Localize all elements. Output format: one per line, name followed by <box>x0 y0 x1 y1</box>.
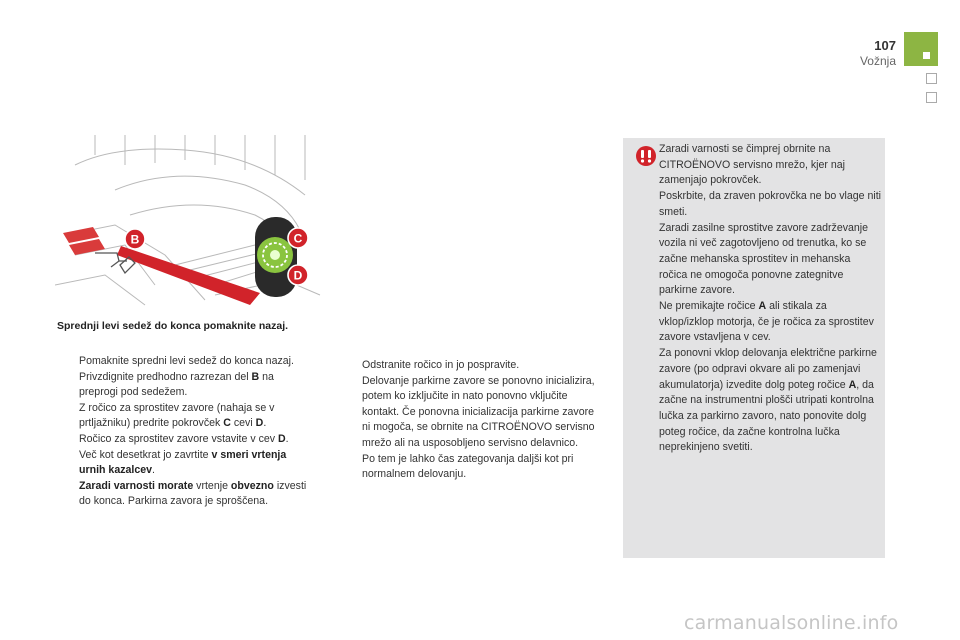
body-text: Po tem je lahko čas zategovanja daljši kot pri normalnem delovanju. <box>362 452 574 481</box>
svg-text:C: C <box>293 231 303 246</box>
body-text: Več kot desetkrat jo zavrtite <box>79 448 212 461</box>
list-item <box>340 358 602 374</box>
body-text: Ne premikajte ročice <box>659 300 759 313</box>
emphasis-text: v smeri vrtenja urnih kazalcev <box>79 448 287 477</box>
list-item <box>340 374 602 452</box>
body-text: Delovanje parkirne zavore se ponovno inicializira, potem ko izključite in nato ponovno vključite kontakt. Če ponovna inicializacija parkirne zavore ni mogoča, se obrnite na CITROËNOVO servisno mrežo ali na usposobljeno servisno delavnico. <box>362 374 595 449</box>
list-item <box>57 354 315 370</box>
emphasis-text: Zaradi varnosti morate <box>79 479 194 492</box>
list-item <box>57 401 315 432</box>
instruction-list-2 <box>340 358 602 483</box>
label-c <box>288 228 308 248</box>
svg-text:B: B <box>130 232 140 247</box>
section-title: Vožnja <box>859 54 896 68</box>
emphasis-text: B <box>251 370 260 383</box>
body-text: Poskrbite, da zraven pokrovčka ne bo vlage niti smeti. <box>659 190 882 218</box>
emphasis-text: C <box>223 417 231 430</box>
body-text: Zaradi zasilne sprostitve zavore zadrževanje vozila ni več zagotovljeno od trenutka, ko se začne mehanska sprostitev in mehanska ročica ne omogoča ponovne zategnitve parkirne zavore. <box>659 221 869 297</box>
body-text: Za ponovni vklop delovanja električne parkirne zavore (po odpravi okvare ali po zamenjavi akumulatorja) izvedite dolg poteg ročice <box>659 347 877 391</box>
body-text: vrtenje <box>193 479 231 492</box>
body-text: izvesti do konca. Parkirna zavora je sproščena. <box>79 479 307 508</box>
emphasis-text: obvezno <box>230 479 274 492</box>
section-tab-active[interactable] <box>904 32 938 66</box>
body-text: Z ročico za sprostitev zavore (nahaja se v prtljažniku) predrite pokrovček <box>79 401 275 430</box>
emphasis-text: D <box>255 417 264 430</box>
list-item <box>57 432 315 448</box>
watermark: carmanualsonline.info <box>684 612 899 634</box>
illustration-caption: Sprednji levi sedež do konca pomaknite nazaj. <box>57 320 289 332</box>
body-text: Odstranite ročico in jo pospravite. <box>362 359 520 371</box>
emphasis-text: A <box>758 300 767 313</box>
emphasis-text: D <box>278 432 286 445</box>
list-item <box>57 448 315 510</box>
body-text: , da začne na instrumentni plošči utripati kontrolna lučka za parkirno zavoro, nato ponovite dolg poteg ročice, da začne kontrolna lučka neprekinjeno svetiti. <box>659 378 874 454</box>
instruction-list-1 <box>57 354 315 510</box>
body-text: . <box>263 417 267 430</box>
body-text: . <box>152 464 155 477</box>
body-text: ali stikala za vklop/izklop motorja, če je ročica za sprostitev zavore vstavljena v cev. <box>659 300 874 344</box>
list-item <box>340 452 602 483</box>
body-text: . <box>285 432 289 445</box>
body-text: cevi <box>230 417 256 430</box>
emphasis-text: A <box>848 378 857 391</box>
list-item <box>57 370 315 401</box>
body-text: na preprogi pod sedežem. <box>79 370 274 399</box>
tab-marker <box>923 52 930 59</box>
svg-text:D: D <box>293 268 303 283</box>
body-text: Pomaknite spredni levi sedež do konca nazaj. <box>79 355 294 367</box>
body-text: Ročico za sprostitev zavore vstavite v cev <box>79 432 279 445</box>
label-d <box>288 265 308 285</box>
body-text: Privzdignite predhodno razrezan del <box>79 370 252 383</box>
page-number: 107 <box>874 38 896 53</box>
label-b <box>125 229 145 249</box>
body-text: Zaradi varnosti se čimprej obrnite na CITROËNOVO servisno mrežo, kjer naj zamenjajo pokrovček. <box>659 143 846 187</box>
warning-icon <box>635 145 657 167</box>
seat-brake-illustration <box>55 135 327 313</box>
warning-notice-text <box>659 142 881 456</box>
section-tab[interactable] <box>926 92 937 103</box>
section-tab[interactable] <box>926 73 937 84</box>
warning-notice <box>623 138 885 558</box>
